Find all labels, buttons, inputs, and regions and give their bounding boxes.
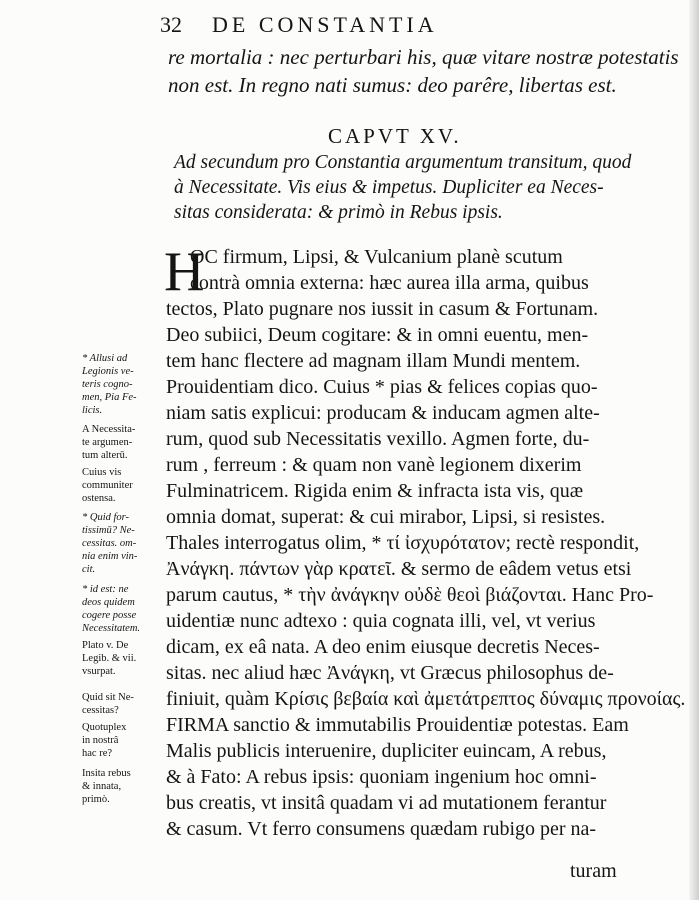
catchword: turam (570, 860, 617, 882)
margin-note-line: Plato v. De (82, 640, 129, 651)
body-line: sitas. nec aliud hæc Ἀνάγκη, vt Græcus philosophus de- (166, 662, 614, 684)
margin-note-line: A Necessita- (82, 424, 136, 435)
body-line: & à Fato: A rebus ipsis: quoniam ingenium hoc omni- (166, 766, 597, 788)
body-line: OC firmum, Lipsi, & Vulcanium planè scutum (190, 246, 563, 268)
margin-note-line: Legionis ve- (82, 366, 134, 377)
continuation-line: non est. In regno nati sumus: deo parêre, libertas est. (168, 73, 617, 97)
body-line: niam satis explicui: producam & inducam agmen alte- (166, 402, 600, 424)
margin-note-line: tum alterū. (82, 450, 128, 461)
body-line: rum, quod sub Necessitatis vexillo. Agmen forte, du- (166, 428, 590, 450)
body-line: Thales interrogatus olim, * τί ἰσχυρότατον; rectè respondit, (166, 532, 640, 554)
body-line: contrà omnia externa: hæc aurea illa arma, quibus (190, 272, 589, 294)
page-number: 32 (160, 12, 182, 37)
margin-note-line: tissimū? Ne- (82, 525, 135, 536)
body-line: Malis publicis interuenire, dupliciter euincam, A rebus, (166, 740, 607, 762)
page-edge-shadow (689, 0, 699, 900)
body-line: dicam, ex eâ nata. A deo enim eiusque decretis Neces- (166, 636, 600, 658)
margin-note-line: cessitas. om- (82, 538, 137, 549)
margin-note-line: Legib. & vii. (82, 653, 137, 664)
margin-note-line: Quotuplex (82, 722, 127, 733)
margin-note-line: cessitas? (82, 705, 119, 716)
margin-note-line: cogere posse (82, 610, 137, 621)
margin-note-line: communiter (82, 480, 133, 491)
body-line: & casum. Vt ferro consumens quædam rubigo per na- (166, 818, 597, 840)
margin-note-line: deos quidem (82, 597, 135, 608)
drop-cap: H (164, 241, 205, 303)
page-header (160, 12, 640, 40)
margin-note-line: Insita rebus (82, 768, 131, 779)
margin-note-line: * Quid for- (82, 512, 130, 523)
margin-note-line: cit. (82, 564, 96, 575)
body-line: Ἀνάγκη. πάντων γὰρ κρατεῖ. & sermo de eâdem vetus etsi (166, 558, 632, 580)
body-line: tectos, Plato pugnare nos iussit in casum & Fortunam. (166, 298, 599, 320)
body-line: omnia domat, superat: & cui mirabor, Lipsi, si resistes. (166, 506, 606, 528)
margin-note-line: Necessitatem. (82, 623, 141, 634)
margin-note-line: primò. (82, 794, 110, 805)
margin-note-line: Cuius vis (82, 467, 122, 478)
body-line: Fulminatricem. Rigida enim & infracta ista vis, quæ (166, 480, 584, 502)
body-line: parum cautus, * τὴν ἀνάγκην οὐδὲ θεοὶ βιάζονται. Hanc Pro- (166, 584, 654, 606)
margin-note-line: Quid sit Ne- (82, 692, 134, 703)
margin-note-line: & innata, (82, 781, 122, 792)
chapter-argument-line: Ad secundum pro Constantia argumentum transitum, quod (174, 152, 632, 173)
margin-note-line: vsurpat. (82, 666, 116, 677)
margin-note-line: hac re? (82, 748, 113, 759)
chapter-argument-line: sitas considerata: & primò in Rebus ipsis. (174, 202, 503, 223)
body-line: uidentiæ nunc adtexo : quia cognata illi, vel, vt verius (166, 610, 596, 632)
margin-note-line: * id est: ne (82, 584, 129, 595)
margin-note-line: teris cogno- (82, 379, 133, 390)
body-line: Deo subiici, Deum cogitare: & in omni euentu, men- (166, 324, 589, 346)
margin-note-line: in nostrâ (82, 735, 119, 746)
chapter-argument-line: à Necessitate. Vis eius & impetus. Dupliciter ea Neces- (174, 177, 604, 198)
margin-note-line: te argumen- (82, 437, 133, 448)
chapter-title: CAPVT XV. (328, 124, 462, 148)
margin-note-line: licis. (82, 405, 103, 416)
body-line: finiuit, quàm Κρίσις βεβαία καὶ ἀμετάτρεπτος δύναμις προνοίας. (166, 688, 686, 710)
running-title: DE CONSTANTIA (212, 12, 438, 37)
margin-note-line: nia enim vin- (82, 551, 138, 562)
body-line: Prouidentiam dico. Cuius * pias & felices copias quo- (166, 376, 598, 398)
margin-note-line: ostensa. (82, 493, 116, 504)
margin-note-line: * Allusi ad (82, 353, 128, 364)
body-line: FIRMA sanctio & immutabilis Prouidentiæ potestas. Eam (166, 714, 629, 736)
continuation-line: re mortalia : nec perturbari his, quæ vitare nostræ potestatis (168, 45, 679, 69)
margin-note-line: men, Pia Fe- (82, 392, 137, 403)
body-line: rum , ferreum : & quam non vanè legionem dixerim (166, 454, 582, 476)
body-line: tem hanc flectere ad magnam illam Mundi mentem. (166, 350, 581, 372)
body-line: bus creatis, vt insitâ quadam vi ad mutationem ferantur (166, 792, 607, 814)
